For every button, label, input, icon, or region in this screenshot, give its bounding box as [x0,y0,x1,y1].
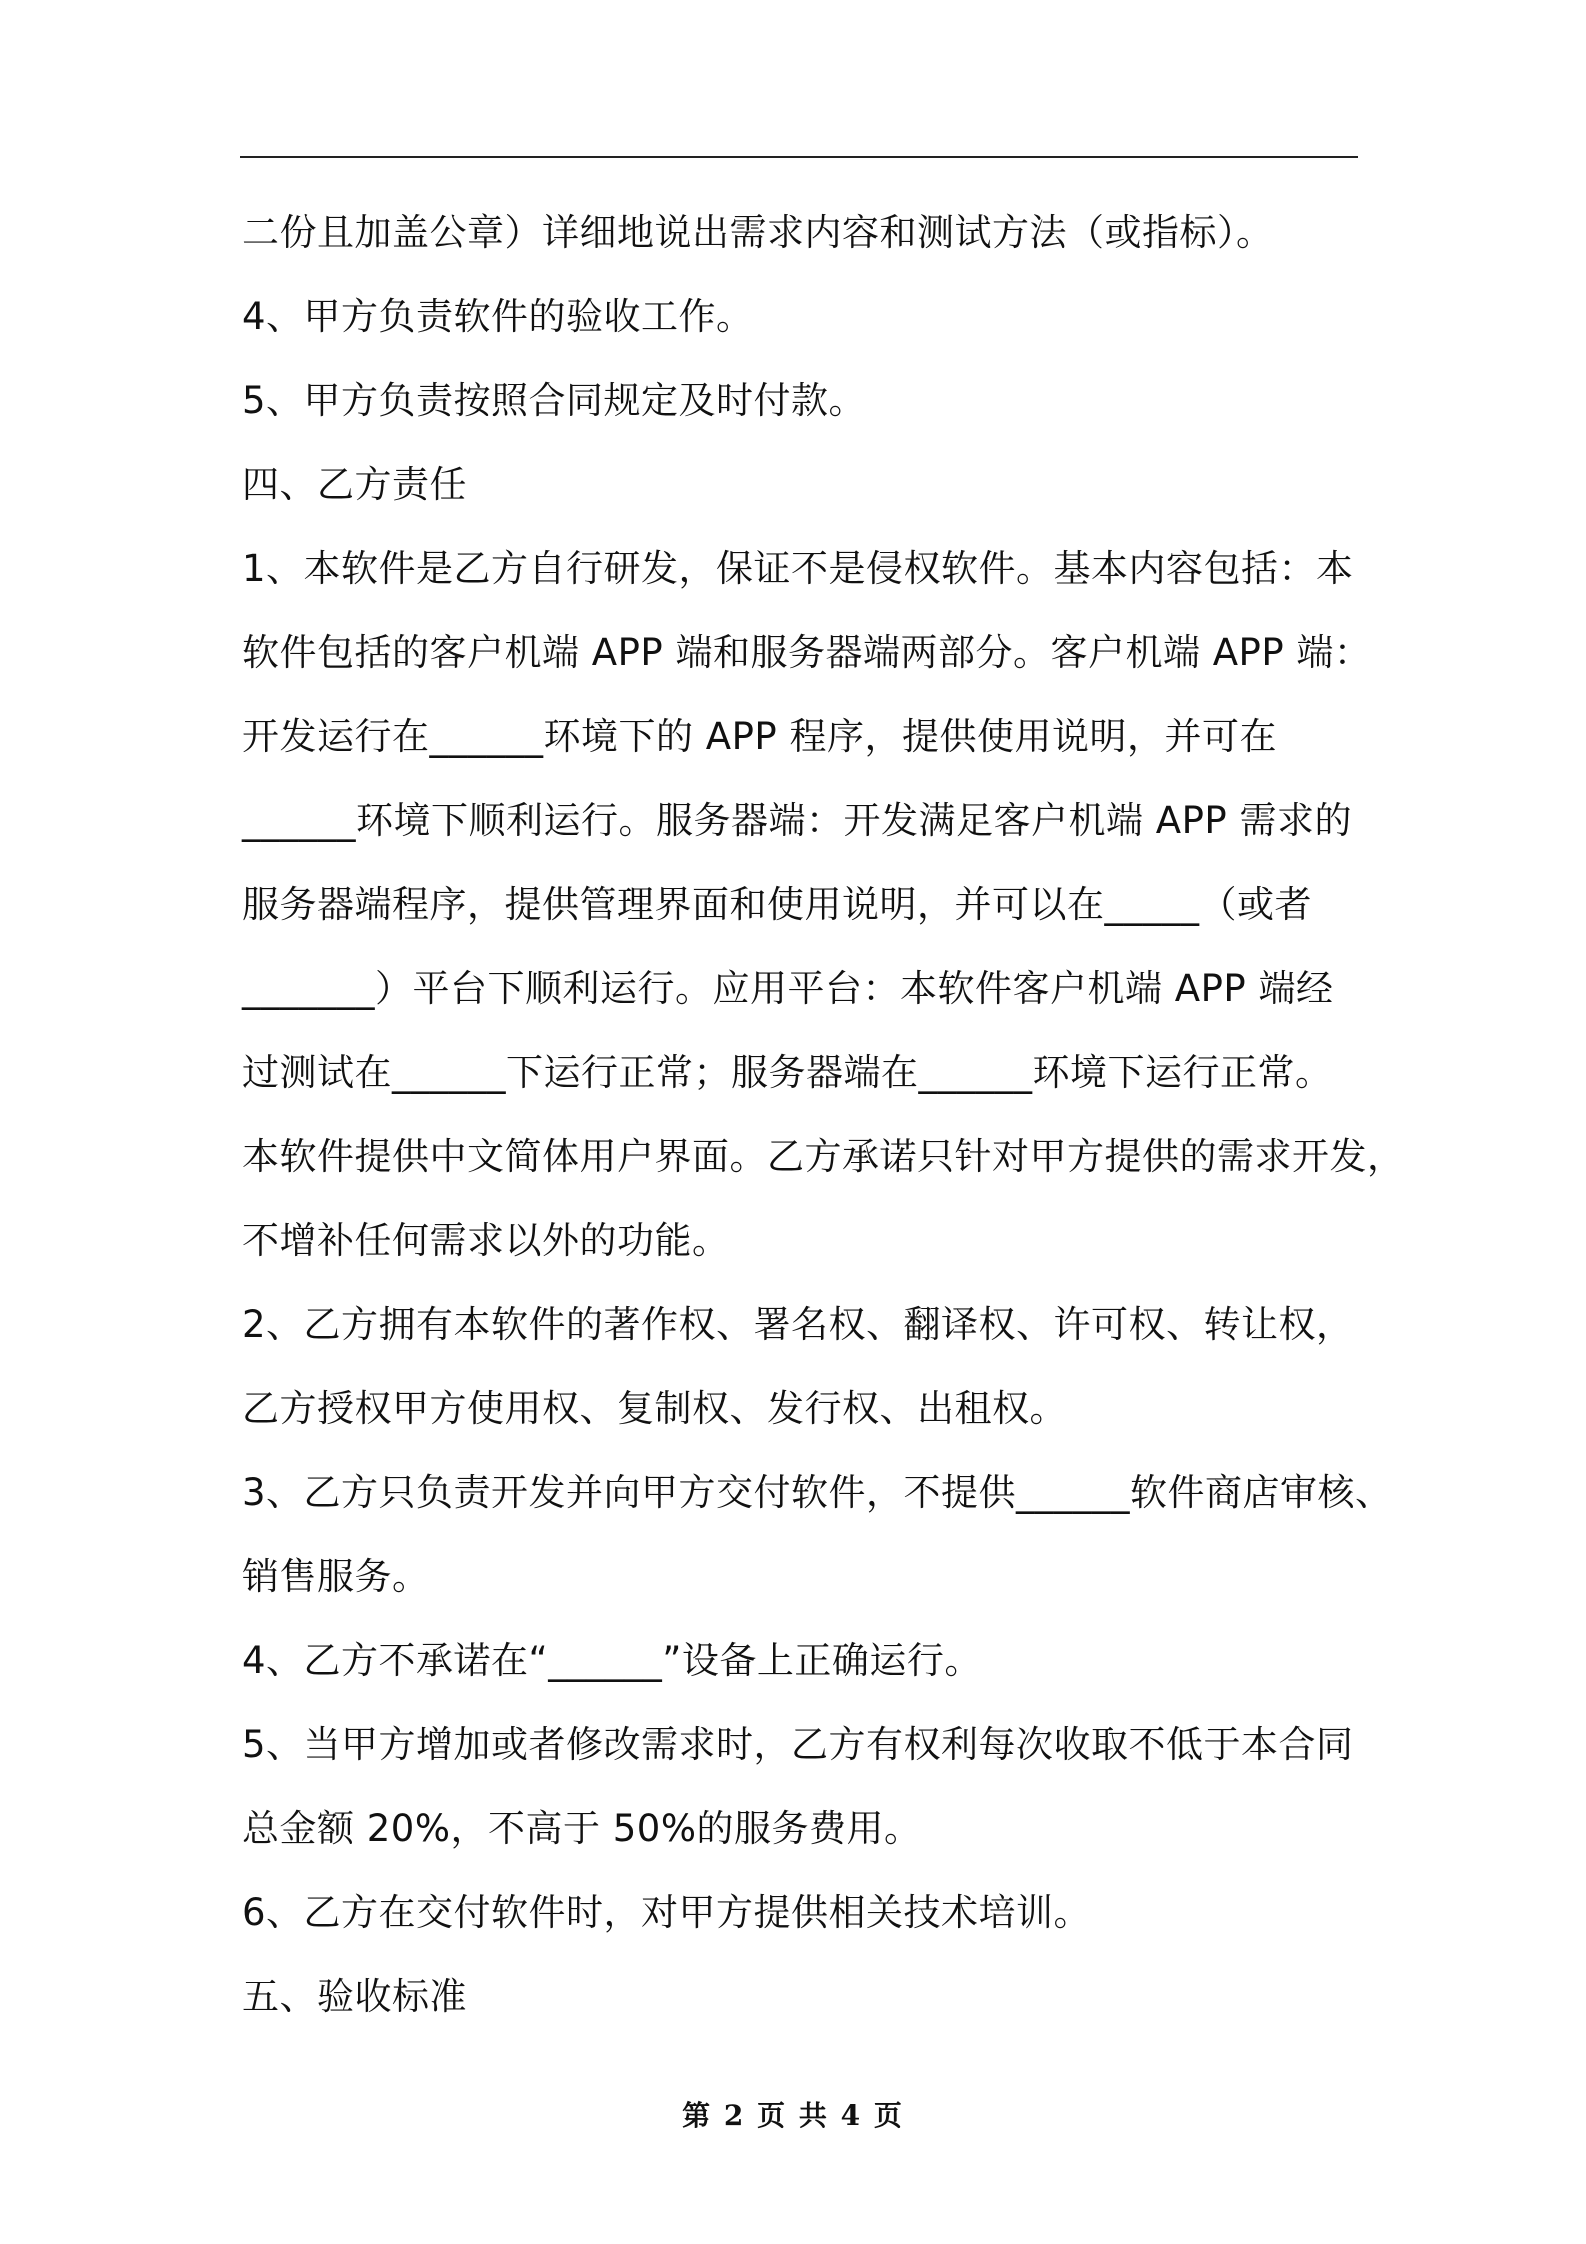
text-line: 不增补任何需求以外的功能。 [242,1219,730,1262]
text-line: 过测试在______下运行正常；服务器端在______环境下运行正常。 [242,1051,1333,1094]
section-heading: 五、验收标准 [242,1975,467,2018]
text-line: ______环境下顺利运行。服务器端：开发满足客户机端 APP 需求的 [242,799,1352,842]
section-heading: 四、乙方责任 [242,463,467,506]
text-line: 软件包括的客户机端 APP 端和服务器端两部分。客户机端 APP 端： [242,631,1372,674]
text-line: 2、乙方拥有本软件的著作权、署名权、翻译权、许可权、转让权， [242,1303,1354,1346]
text-line: 本软件提供中文简体用户界面。乙方承诺只针对甲方提供的需求开发， [242,1135,1405,1178]
text-line: 销售服务。 [242,1555,430,1598]
text-line: _______）平台下顺利运行。应用平台：本软件客户机端 APP 端经 [242,967,1334,1010]
text-line: 乙方授权甲方使用权、复制权、发行权、出租权。 [242,1387,1067,1430]
text-line: 开发运行在______环境下的 APP 程序，提供使用说明，并可在 [242,715,1277,758]
text-line: 服务器端程序，提供管理界面和使用说明，并可以在_____（或者 [242,883,1312,926]
text-line: 总金额 20%，不高于 50%的服务费用。 [242,1807,922,1850]
text-line: 5、当甲方增加或者修改需求时，乙方有权利每次收取不低于本合同 [242,1723,1354,1766]
header-divider [240,156,1358,158]
text-line: 1、本软件是乙方自行研发，保证不是侵权软件。基本内容包括：本 [242,547,1354,590]
text-line: 二份且加盖公章）详细地说出需求内容和测试方法（或指标）。 [242,211,1274,254]
text-line: 3、乙方只负责开发并向甲方交付软件，不提供______软件商店审核、 [242,1471,1393,1514]
text-line: 4、乙方不承诺在“______”设备上正确运行。 [242,1639,982,1682]
document-body [242,198,1405,2046]
text-line: 4、甲方负责软件的验收工作。 [242,295,754,338]
text-line: 6、乙方在交付软件时，对甲方提供相关技术培训。 [242,1891,1092,1934]
text-line: 5、甲方负责按照合同规定及时付款。 [242,379,867,422]
page-number-footer: 第 2 页 共 4 页 [682,2099,904,2132]
